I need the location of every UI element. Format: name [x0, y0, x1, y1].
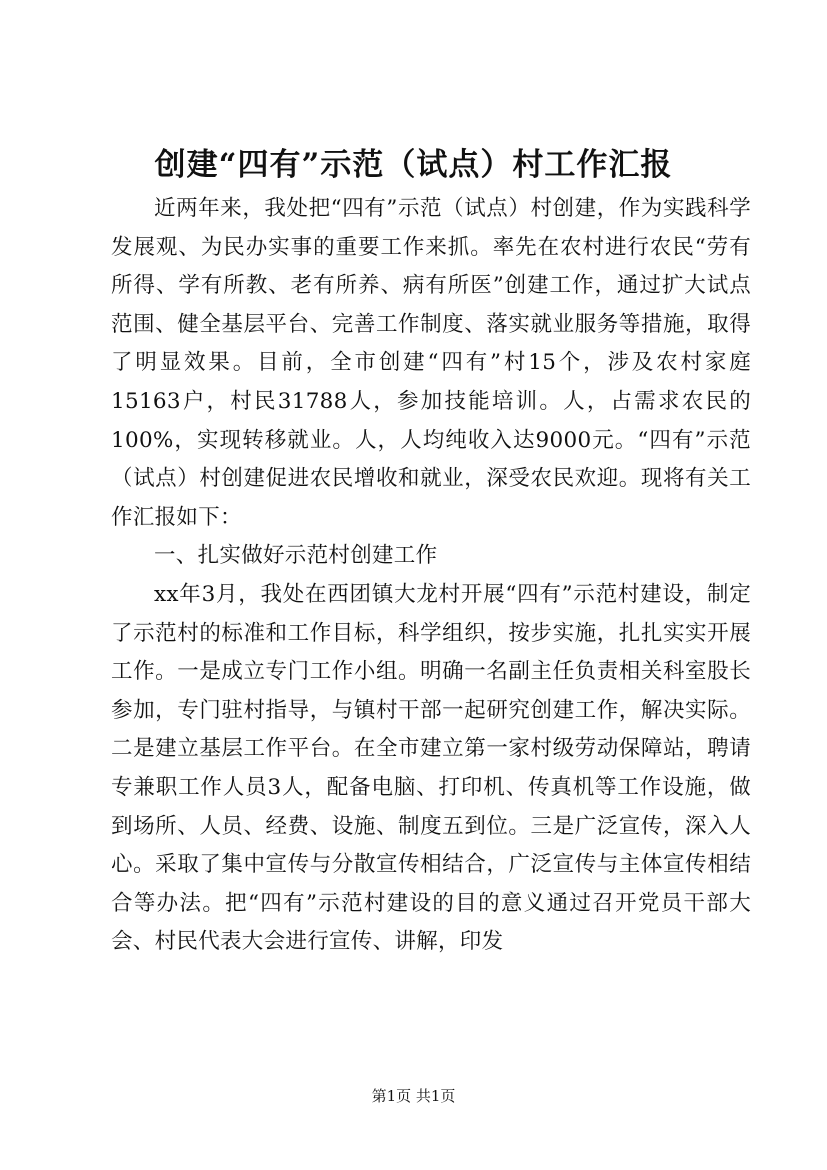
paragraph-section-1: xx年3月，我处在西团镇大龙村开展“四有”示范村建设，制定了示范村的标准和工作目标，科学组织，按步实施，扎扎实实开展工作。一是成立专门工作小组。明确一名副主任负责相关科室股长参加，专门驻村指导，与镇村干部一起研究创建工作，解决实际。二是建立基层工作平台。在全市建立第一家村级劳动保障站，聘请专兼职工作人员3人，配备电脑、打印机、传真机等工作设施，做到场所、人员、经费、设施、制度五到位。三是广泛宣传，深入人心。采取了集中宣传与分散宣传相结合，广泛宣传与主体宣传相结合等办法。把“四有”示范村建设的目的意义通过召开党员干部大会、村民代表大会进行宣传、讲解，印发	[111, 581, 751, 955]
document-title: 创建“四有”示范（试点）村工作汇报	[154, 147, 673, 183]
section-heading-1: 一、扎实做好示范村创建工作	[154, 543, 438, 569]
paragraph-intro: 近两年来，我处把“四有”示范（试点）村创建，作为实践科学发展观、为民办实事的重要工作来抓。率先在农村进行农民“劳有所得、学有所教、老有所养、病有所医”创建工作，通过扩大试点范围、健全基层平台、完善工作制度、落实就业服务等措施，取得了明显效果。目前，全市创建“四有”村15个，涉及农村家庭15163户，村民31788人，参加技能培训。人，占需求农民的100%，实现转移就业。人，人均纯收入达9000元。“四有”示范（试点）村创建促进农民增收和就业，深受农民欢迎。现将有关工作汇报如下：	[111, 196, 751, 530]
document-body	[111, 190, 751, 962]
page-footer: 第1页 共1页	[371, 1087, 456, 1105]
